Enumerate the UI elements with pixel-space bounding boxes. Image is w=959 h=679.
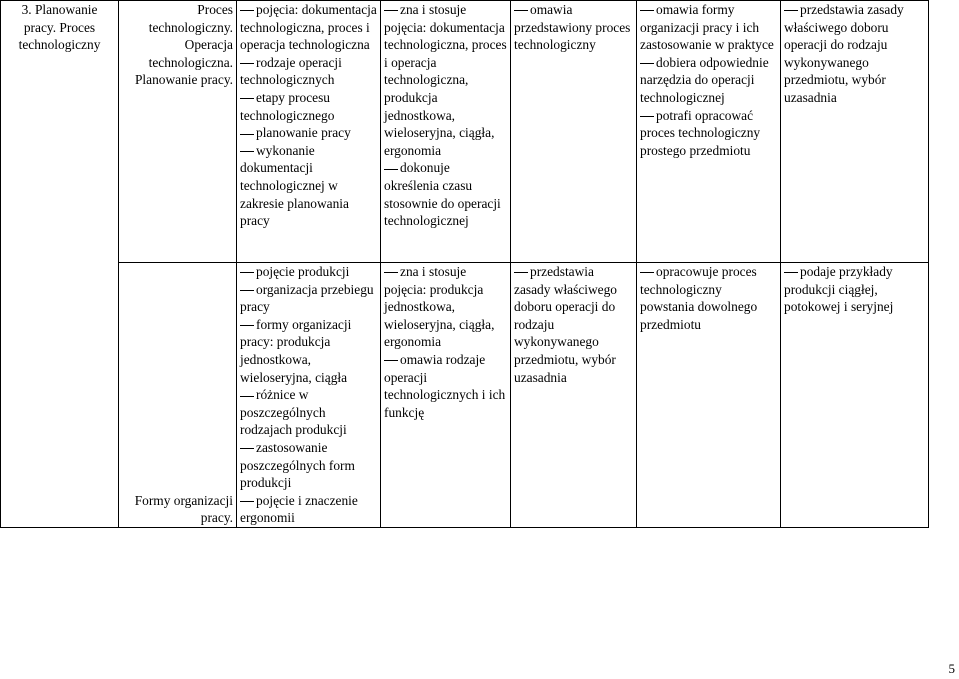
applies-cell [637,1,781,263]
list-item: opracowuje proces technologiczny powstania dowolnego przedmiotu [640,263,777,333]
list-item: organizacja przebiegu pracy [240,281,377,316]
applies-cell [637,263,781,528]
table-row [1,1,929,263]
list-item: omawia formy organizacji pracy i ich zastosowanie w praktyce [640,1,777,54]
list-item: pojęcie i znaczenie ergonomii [240,492,377,527]
list-item: zna i stosuje pojęcia: produkcja jednostkowa, wieloseryjna, ciągła, ergonomia [384,263,507,351]
knows-cell [381,263,511,528]
list-item: wykonanie dokumentacji technologicznej w zakresie planowania pracy [240,142,377,230]
list-item: etapy procesu technologicznego [240,89,377,124]
list-item: omawia przedstawiony proces technologiczny [514,1,633,54]
list-item: pojęcie produkcji [240,263,377,281]
topic-cell: 3. Planowanie pracy. Proces technologiczny [1,1,119,528]
list-item: rodzaje operacji technologicznych [240,54,377,89]
presents-cell [781,263,929,528]
page-number: 5 [948,661,955,676]
discusses-cell [511,1,637,263]
presents-cell [781,1,929,263]
list-item: różnice w poszczególnych rodzajach produkcji [240,386,377,439]
list-item: dobiera odpowiednie narzędzia do operacji technologicznej [640,54,777,107]
content-cell [237,1,381,263]
list-item: zna i stosuje pojęcia: dokumentacja technologiczna, proces i operacja technologiczna, produkcja jednostkowa, wieloseryjna, ciągła, ergonomia [384,2,507,158]
subtopic-cell: Formy organizacji pracy. [119,263,237,528]
list-item: przedstawia zasady właściwego doboru operacji do rodzaju wykonywanego przedmiotu, wybór uzasadnia [514,263,633,386]
list-item: formy organizacji pracy: produkcja jednostkowa, wieloseryjna, ciągła [240,316,377,386]
list-item: podaje przykłady produkcji ciągłej, potokowej i seryjnej [784,263,925,316]
list-item: omawia rodzaje operacji technologicznych i ich funkcję [384,351,506,420]
subtopic-cell: Proces technologiczny. Operacja technologiczna. Planowanie pracy. [119,1,237,263]
content-cell [237,263,381,528]
list-item: zastosowanie poszczególnych form produkcji [240,439,377,492]
discusses-cell [511,263,637,528]
list-item: przedstawia zasady właściwego doboru operacji do rodzaju wykonywanego przedmiotu, wybór uzasadnia [784,1,925,107]
list-item: potrafi opracować proces technologiczny prostego przedmiotu [640,107,777,160]
list-item: pojęcia: dokumentacja technologiczna, proces i operacja technologiczna [240,2,377,53]
list-item: planowanie pracy [240,124,377,142]
knows-cell [381,1,511,263]
table-row [1,263,929,528]
list-item: dokonuje określenia czasu stosownie do operacji technologicznej [384,159,507,229]
